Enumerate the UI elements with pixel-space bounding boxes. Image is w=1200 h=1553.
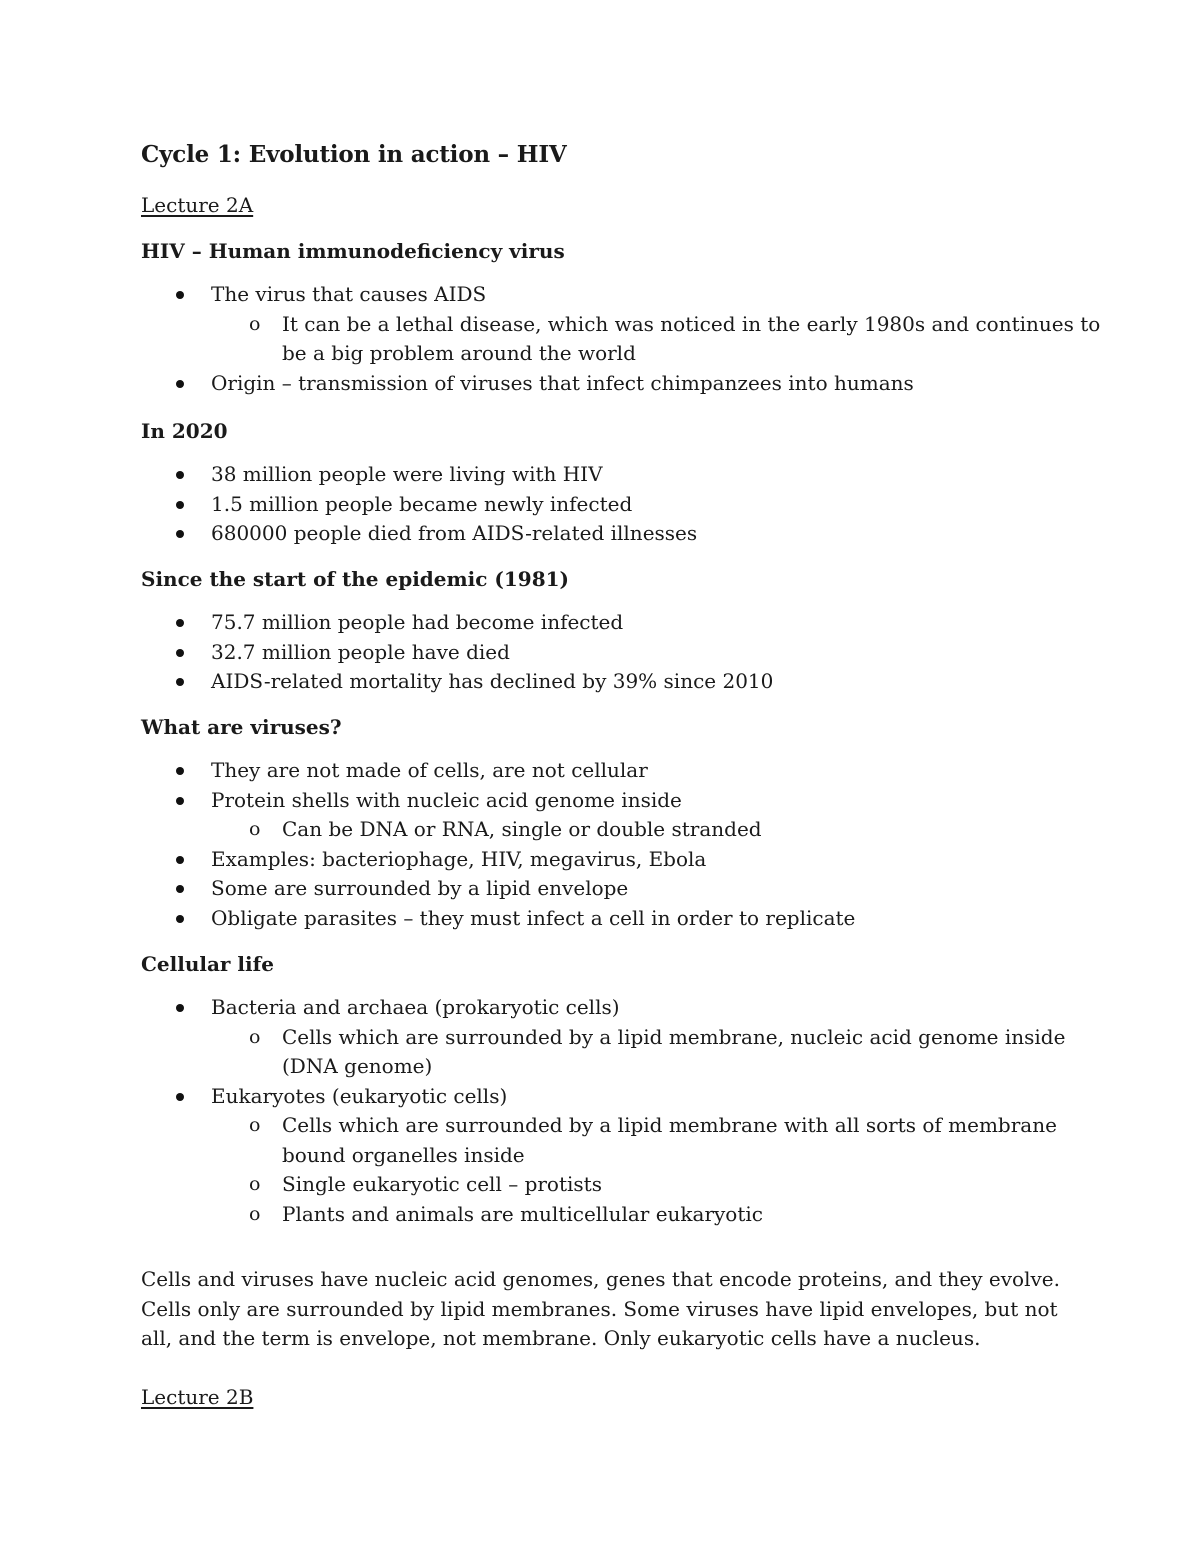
bullet-icon xyxy=(176,291,184,299)
list-item-text: AIDS-related mortality has declined by 39% since 2010 xyxy=(211,669,774,693)
list-item-text: The virus that causes AIDS xyxy=(211,282,487,306)
lecture-2a-label: Lecture 2A xyxy=(141,193,254,217)
list-item-text: Single eukaryotic cell – protists xyxy=(282,1172,602,1196)
list-item xyxy=(0,874,855,904)
epidemic-heading: Since the start of the epidemic (1981) xyxy=(141,567,569,591)
bullet-icon xyxy=(176,1093,184,1101)
sub-list-item xyxy=(0,1111,1065,1141)
list-item-text: 38 million people were living with HIV xyxy=(211,462,603,486)
list-item-text: 680000 people died from AIDS-related illnesses xyxy=(211,521,698,545)
list-item xyxy=(0,786,855,816)
sub-bullet-icon: o xyxy=(249,818,261,840)
list-item-text: Cells which are surrounded by a lipid membrane, nucleic acid genome inside xyxy=(282,1024,1066,1049)
list-item-text: Cells which are surrounded by a lipid membrane with all sorts of membrane xyxy=(282,1113,1057,1137)
list-item xyxy=(0,490,697,520)
bullet-icon xyxy=(176,619,184,627)
in-2020-heading: In 2020 xyxy=(141,419,228,443)
list-item xyxy=(0,519,697,549)
list-item-text: 1.5 million people became newly infected xyxy=(211,491,633,516)
sub-list-item-continued xyxy=(0,339,1100,369)
bullet-icon xyxy=(176,530,184,538)
list-item-text: They are not made of cells, are not cellular xyxy=(211,758,648,782)
bullet-icon xyxy=(176,501,184,509)
sub-list-item-continued xyxy=(0,1052,1065,1082)
sub-list-item xyxy=(0,1170,1065,1200)
bullet-icon xyxy=(176,767,184,775)
list-item-text: be a big problem around the world xyxy=(282,341,636,365)
summary-paragraph: Cells and viruses have nucleic acid genomes, genes that encode proteins, and they evolve. Cells only are surrounded by lipid membranes. Some viruses have lipid envelopes, but not all, and the term is envelope, not membrane. Only eukaryotic cells have a nucleus. xyxy=(141,1267,1060,1350)
bullet-icon xyxy=(176,797,184,805)
bullet-icon xyxy=(176,856,184,864)
bullet-icon xyxy=(176,1004,184,1012)
page-title: Cycle 1: Evolution in action – HIV xyxy=(141,141,567,168)
sub-list-item xyxy=(0,310,1100,340)
hiv-heading: HIV – Human immunodeficiency virus xyxy=(141,239,565,263)
cellular-life-list xyxy=(0,993,1065,1229)
epidemic-list xyxy=(0,608,773,697)
list-item-text: Bacteria and archaea (prokaryotic cells) xyxy=(211,995,620,1019)
list-item-text: 32.7 million people have died xyxy=(211,639,510,664)
viruses-list xyxy=(0,756,855,933)
list-item xyxy=(0,460,697,490)
list-item xyxy=(0,1082,1065,1112)
viruses-heading: What are viruses? xyxy=(141,715,342,739)
list-item-text: Eukaryotes (eukaryotic cells) xyxy=(211,1083,508,1108)
list-item-text: 75.7 million people had become infected xyxy=(211,610,624,634)
list-item xyxy=(0,756,855,786)
list-item xyxy=(0,638,773,668)
sub-list-item xyxy=(0,815,855,845)
cellular-life-heading: Cellular life xyxy=(141,952,274,976)
sub-bullet-icon: o xyxy=(249,312,261,335)
bullet-icon xyxy=(176,380,184,388)
bullet-icon xyxy=(176,471,184,479)
sub-bullet-icon: o xyxy=(249,1173,261,1195)
bullet-icon xyxy=(176,678,184,686)
hiv-list xyxy=(0,280,1100,398)
list-item-text: It can be a lethal disease, which was noticed in the early 1980s and continues to xyxy=(282,311,1101,336)
sub-bullet-icon: o xyxy=(249,1202,261,1225)
list-item xyxy=(0,608,773,638)
list-item-text: Obligate parasites – they must infect a cell in order to replicate xyxy=(211,905,856,930)
list-item-text: Plants and animals are multicellular eukaryotic xyxy=(282,1201,763,1226)
list-item-text: bound organelles inside xyxy=(282,1142,525,1167)
lecture-2b-label: Lecture 2B xyxy=(141,1385,254,1409)
list-item-text: Examples: bacteriophage, HIV, megavirus, Ebola xyxy=(211,846,707,871)
list-item xyxy=(0,904,855,934)
list-item-text: Protein shells with nucleic acid genome inside xyxy=(211,787,682,812)
list-item xyxy=(0,280,1100,310)
list-item-text: (DNA genome) xyxy=(282,1054,433,1078)
bullet-icon xyxy=(176,885,184,893)
list-item xyxy=(0,845,855,875)
sub-list-item xyxy=(0,1200,1065,1230)
in-2020-list xyxy=(0,460,697,549)
list-item-text: Can be DNA or RNA, single or double stranded xyxy=(282,817,762,841)
list-item-text: Some are surrounded by a lipid envelope xyxy=(211,876,629,900)
bullet-icon xyxy=(176,915,184,923)
list-item xyxy=(0,369,1100,399)
sub-bullet-icon: o xyxy=(249,1114,261,1136)
sub-list-item xyxy=(0,1023,1065,1053)
list-item xyxy=(0,667,773,697)
bullet-icon xyxy=(176,649,184,657)
sub-bullet-icon: o xyxy=(249,1025,261,1048)
list-item xyxy=(0,993,1065,1023)
list-item-text: Origin – transmission of viruses that infect chimpanzees into humans xyxy=(211,370,914,395)
sub-list-item-continued xyxy=(0,1141,1065,1171)
